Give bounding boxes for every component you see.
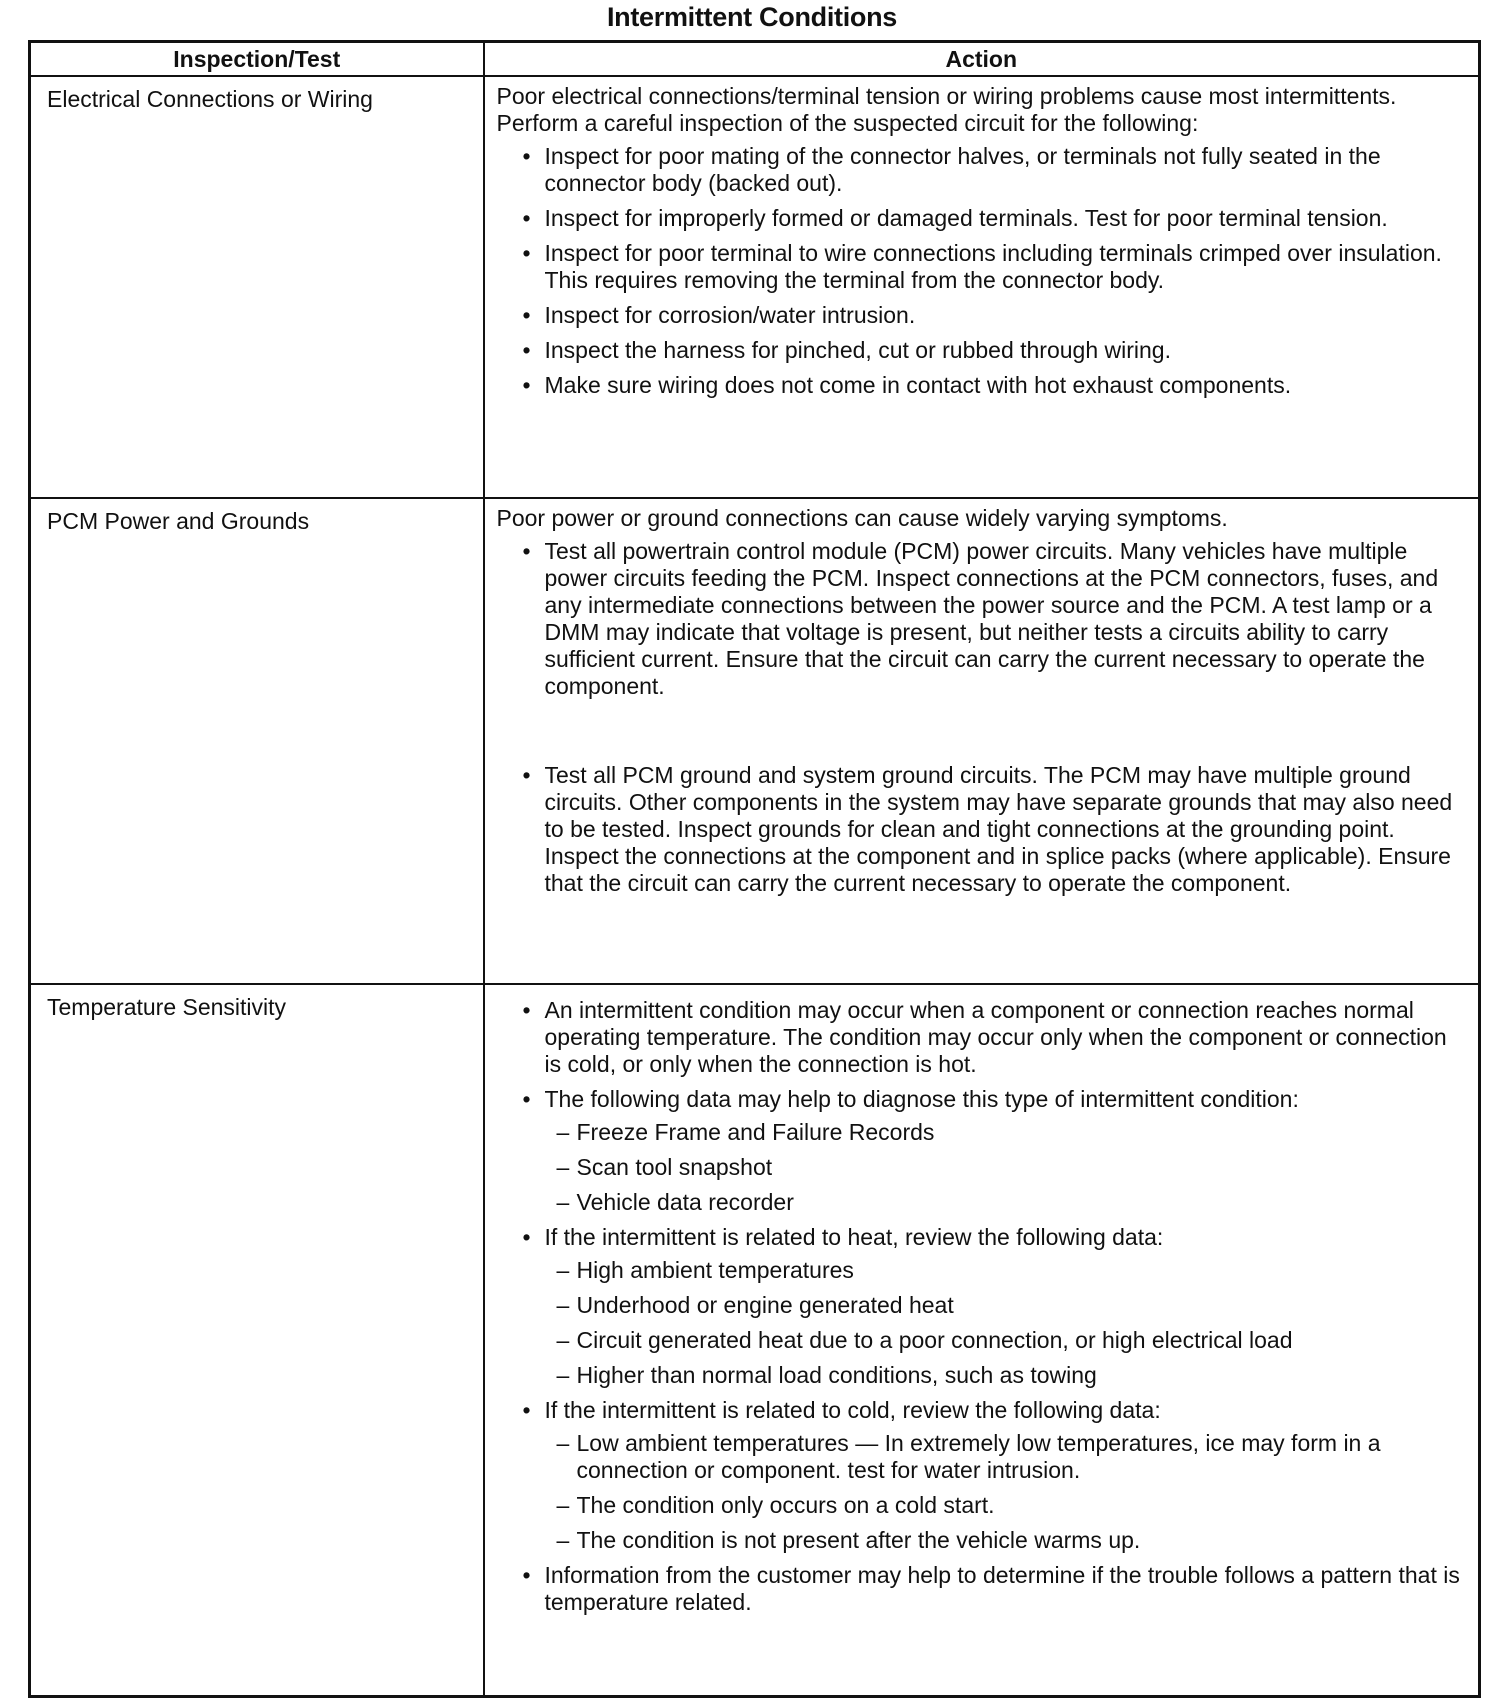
- list-item: • Inspect for poor mating of the connector halves, or terminals not fully seated in the connector body (backed out).: [523, 143, 1469, 197]
- sub-list: [545, 1119, 1469, 1216]
- table-row: [30, 76, 1480, 498]
- column-header-inspection: Inspection/Test: [30, 42, 484, 77]
- list-item: [523, 1086, 1469, 1216]
- sub-list-item: – Underhood or engine generated heat: [557, 1292, 1469, 1319]
- sub-list-item: – Vehicle data recorder: [557, 1189, 1469, 1216]
- intermittent-conditions-table: [28, 40, 1481, 1698]
- sub-list-item: – Low ambient temperatures — In extremely low temperatures, ice may form in a connection or component. test for water intrusion.: [557, 1430, 1469, 1484]
- column-header-action: Action: [484, 42, 1480, 77]
- list-item-text: If the intermittent is related to heat, review the following data:: [544, 1224, 1164, 1250]
- action-cell: [484, 76, 1480, 498]
- sub-list-item: – The condition is not present after the vehicle warms up.: [557, 1527, 1469, 1554]
- sub-list: [545, 1430, 1469, 1554]
- list-item: • Inspect for poor terminal to wire connections including terminals crimped over insulation. This requires removing the terminal from the connector body.: [523, 240, 1469, 294]
- list-item: • Inspect the harness for pinched, cut or rubbed through wiring.: [523, 337, 1469, 364]
- bullet-list: [497, 762, 1469, 897]
- sub-list-item: – High ambient temperatures: [557, 1257, 1469, 1284]
- table-row: [30, 498, 1480, 984]
- bullet-list: [497, 538, 1469, 700]
- sub-list-item: – The condition only occurs on a cold start.: [557, 1492, 1469, 1519]
- list-item-text: An intermittent condition may occur when a component or connection reaches normal operating temperature. The condition may occur only when the component or connection is cold, or only when the connection is hot.: [544, 997, 1447, 1077]
- inspection-cell: PCM Power and Grounds: [30, 498, 484, 984]
- sub-list-item: – Scan tool snapshot: [557, 1154, 1469, 1181]
- table-header-row: [30, 42, 1480, 77]
- spacer: [497, 708, 1469, 762]
- action-cell: [484, 984, 1480, 1697]
- sub-list-item: – Higher than normal load conditions, such as towing: [557, 1362, 1469, 1389]
- sub-list-item: – Freeze Frame and Failure Records: [557, 1119, 1469, 1146]
- action-intro: Poor power or ground connections can cause widely varying symptoms.: [496, 505, 1228, 531]
- table-row: [30, 984, 1480, 1697]
- list-item: [523, 997, 1469, 1078]
- document-title: Intermittent Conditions: [606, 2, 898, 32]
- sub-list-item: – Circuit generated heat due to a poor connection, or high electrical load: [557, 1327, 1469, 1354]
- bullet-list: [497, 143, 1469, 399]
- list-item: • Inspect for corrosion/water intrusion.: [523, 302, 1469, 329]
- list-item-text: Information from the customer may help to determine if the trouble follows a pattern that is temperature related.: [544, 1562, 1460, 1615]
- action-intro: Poor electrical connections/terminal tension or wiring problems cause most intermittents. Perform a careful inspection of the suspected circuit for the following:: [496, 83, 1397, 136]
- list-item: • Inspect for improperly formed or damaged terminals. Test for poor terminal tension.: [523, 205, 1469, 232]
- bullet-list: [497, 997, 1469, 1616]
- list-item: • Test all powertrain control module (PCM) power circuits. Many vehicles have multiple power circuits feeding the PCM. Inspect connections at the PCM connectors, fuses, and any intermediate connections between the power source and the PCM. A test lamp or a DMM may indicate that voltage is present, but neither tests a circuits ability to carry sufficient current. Ensure that the circuit can carry the current necessary to operate the component.: [523, 538, 1469, 700]
- list-item: [523, 1562, 1469, 1616]
- list-item: • Test all PCM ground and system ground circuits. The PCM may have multiple ground circuits. Other components in the system may have separate grounds that may also need to be tested. Inspect grounds for clean and tight connections at the grounding point. Inspect the connections at the component and in splice packs (where applicable). Ensure that the circuit can carry the current necessary to operate the component.: [523, 762, 1469, 897]
- list-item-text: If the intermittent is related to cold, review the following data:: [544, 1397, 1161, 1423]
- action-cell: [484, 498, 1480, 984]
- inspection-cell: Electrical Connections or Wiring: [30, 76, 484, 498]
- list-item: [523, 1224, 1469, 1389]
- sub-list: [545, 1257, 1469, 1389]
- list-item-text: The following data may help to diagnose this type of intermittent condition:: [544, 1086, 1299, 1112]
- list-item: [523, 1397, 1469, 1554]
- inspection-cell: Temperature Sensitivity: [30, 984, 484, 1697]
- list-item: • Make sure wiring does not come in contact with hot exhaust components.: [523, 372, 1469, 399]
